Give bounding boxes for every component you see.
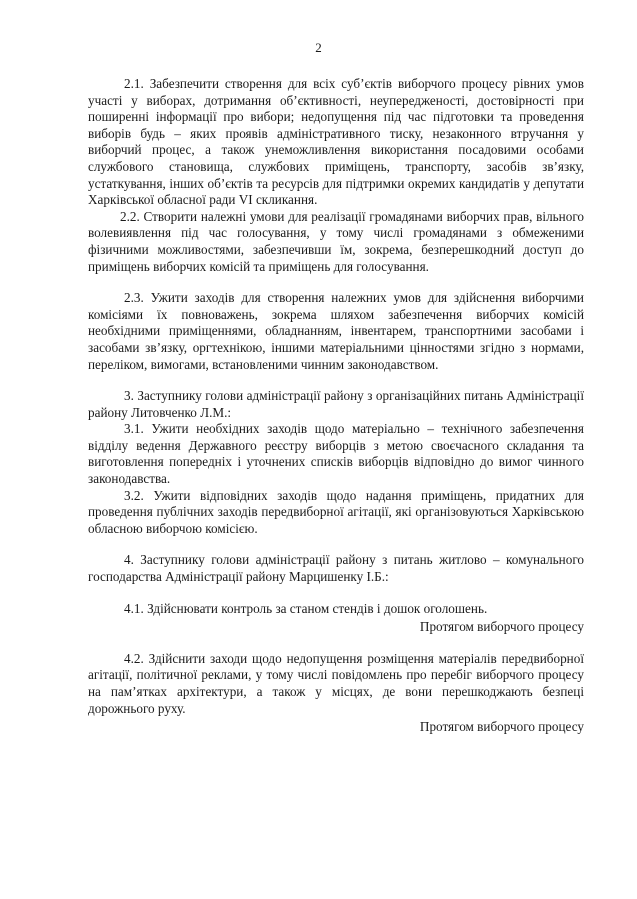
paragraph-4: 4. Заступнику голови адміністрації району з питань житлово – комунального господарства Адміністрації району Марцишенку І.Б.: (88, 552, 584, 585)
deadline-4-1: Протягом виборчого процесу (419, 619, 584, 635)
paragraph-3-1: 3.1. Ужити необхідних заходів щодо матеріально – технічного забезпечення відділу ведення Державного реєстру виборців з метою своєчасного складання та виготовлення попередніх і уточнених списків виборців відповідно до вимог чинного законодавства. (88, 421, 584, 487)
paragraph-3-2: 3.2. Ужити відповідних заходів щодо надання приміщень, придатних для проведення публічних заходів передвиборної агітації, які організовуються Харківською обласною виборчою комісією. (88, 487, 584, 536)
paragraph-4-1: 4.1. Здійснювати контроль за станом стендів і дошок оголошень. (124, 600, 488, 616)
paragraph-2-3: 2.3. Ужити заходів для створення належних умов для здійснення виборчими комісіями їх повноважень, зокрема шляхом забезпечення виборчих комісій необхідними приміщеннями, обладнанням, інвентарем, транспортними засобами і засобами зв’язку, оргтехнікою, іншими матеріальними цінностями згідно з нормами, переліком, вимогами, встановленими чинним законодавством. (88, 290, 584, 372)
paragraph-2-2: 2.2. Створити належні умови для реалізації громадянами виборчих прав, вільного волевиявлення під час голосування, у тому числі громадянами з обмеженими фізичними можливостями, забезпечивши їм, зокрема, безперешкодний доступ до приміщень виборчих комісій та приміщень для голосування. (88, 208, 584, 274)
paragraph-3: 3. Заступнику голови адміністрації району з організаційних питань Адміністрації району Литовченко Л.М.: (88, 388, 584, 420)
document-body (88, 76, 584, 736)
deadline-4-2: Протягом виборчого процесу (419, 719, 584, 735)
paragraph-2-1: 2.1. Забезпечити створення для всіх суб’єктів виборчого процесу рівних умов участі у виборах, дотримання об’єктивності, неупередженості, достовірності при поширенні інформації про вибори; недопущення під час підготовки та проведення виборів будь – яких проявів адміністративного тиску, незаконного втручання у виборчий процес, а також унеможливлення використання посадовими особами службового становища, службових приміщень, транспорту, засобів зв’язку, устаткування, інших об’єктів та ресурсів для підтримки окремих кандидатів у депутати Харківської обласної ради VI скликання. (88, 76, 584, 208)
paragraph-4-2: 4.2. Здійснити заходи щодо недопущення розміщення матеріалів передвиборної агітації, політичної реклами, у тому числі повідомлень про перебіг виборчого процесу на пам’ятках архітектури, а також у місцях, де вони перешкоджають безпеці дорожнього руху. (88, 650, 584, 716)
page-number: 2 (315, 40, 322, 55)
